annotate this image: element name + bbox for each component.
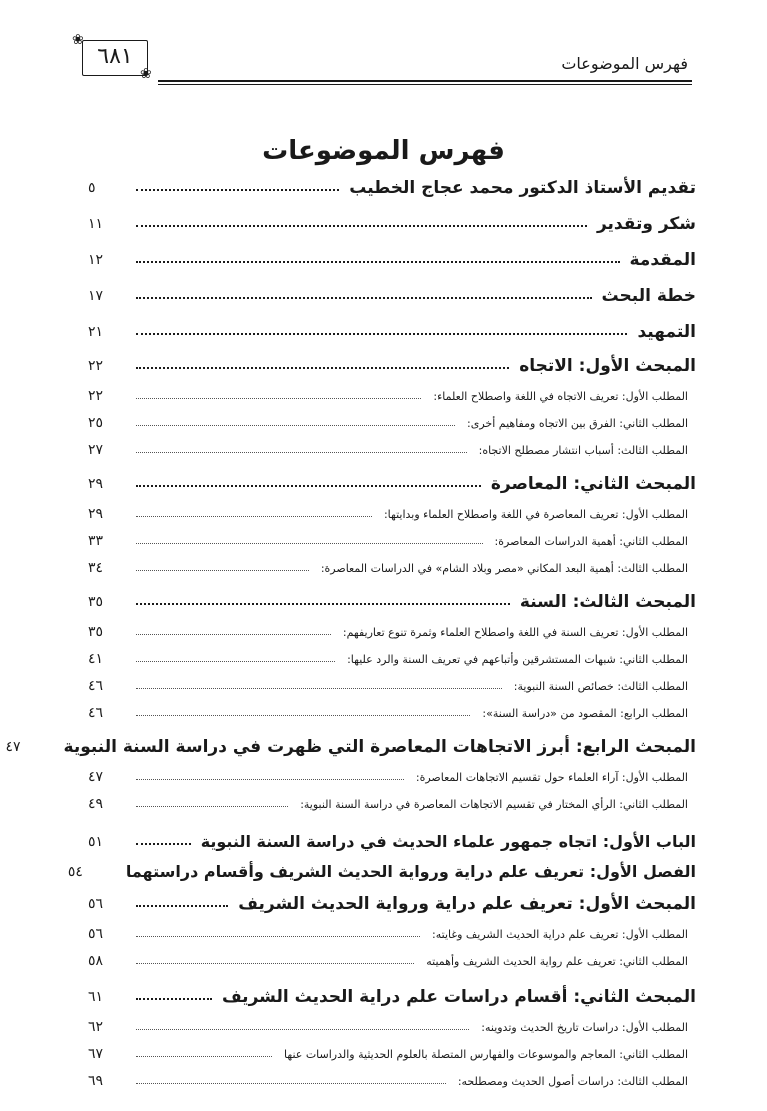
toc-entry-page: ٢٢ [88, 388, 104, 404]
toc-entry-text: المطلب الأول: تعريف المعاصرة في اللغة واصطلاح العلماء وبدايتها: [383, 507, 688, 521]
toc-entry-page: ٢٧ [88, 442, 104, 458]
toc-entry[interactable] [88, 926, 696, 942]
toc-entry-text: المطلب الأول: دراسات تاريخ الحديث وتدوينه: [481, 1020, 688, 1034]
toc-entry-text: المطلب الأول: آراء العلماء حول تقسيم الاتجاهات المعاصرة: [415, 770, 688, 784]
leader-dots [136, 543, 483, 544]
toc-entry-text: المطلب الثاني: شبهات المستشرقين وأتباعهم في تعريف السنة والرد عليها: [347, 652, 688, 666]
leader-dots [136, 603, 510, 605]
leader-dots [136, 516, 372, 517]
toc-entry-text: خطة البحث [601, 286, 696, 306]
toc-entry-page: ٤٦ [88, 678, 104, 694]
running-title: فهرس الموضوعات [561, 54, 688, 73]
leader-dots [136, 297, 592, 299]
toc-entry[interactable] [88, 987, 696, 1007]
toc-entry-page: ٤٩ [88, 796, 104, 812]
toc-entry[interactable] [88, 533, 696, 549]
toc-entry[interactable] [88, 286, 696, 306]
toc-entry-page: ٤١ [88, 651, 104, 667]
toc-entry-text: المطلب الثالث: خصائص السنة النبوية: [513, 679, 688, 693]
toc-entry-text: المطلب الأول: تعريف السنة في اللغة واصطلاح العلماء وثمرة تنوع تعاريفهم: [342, 625, 688, 639]
leader-dots [136, 963, 414, 964]
leader-dots [136, 398, 421, 399]
toc-entry-page: ٦١ [88, 989, 104, 1005]
leader-dots [136, 998, 212, 1000]
toc-entry-page: ١٢ [88, 252, 104, 268]
toc-entry-page: ٥٦ [88, 896, 104, 912]
leader-dots [136, 715, 470, 716]
toc-entry-text: الفصل الأول: تعريف علم دراية ورواية الحديث الشريف وأقسام دراستهما [125, 862, 696, 881]
leader-dots [136, 452, 467, 453]
toc-entry-page: ٤٧ [88, 769, 104, 785]
toc-entry-page: ٦٧ [88, 1046, 104, 1062]
toc-entry-page: ٥١ [88, 833, 104, 850]
toc-entry[interactable] [88, 415, 696, 431]
toc-entry-text: المطلب الثالث: أسباب انتشار مصطلح الاتجاه: [478, 443, 688, 457]
toc-entry-text: التمهيد [637, 322, 696, 342]
toc-entry[interactable] [88, 322, 696, 342]
toc-entry-text: المبحث الرابع: أبرز الاتجاهات المعاصرة التي ظهرت في دراسة السنة النبوية [63, 737, 696, 757]
header-rule [158, 84, 692, 85]
leader-dots [136, 779, 404, 780]
toc-entry-page: ٥٤ [67, 863, 83, 880]
toc-entry-page: ٥٦ [88, 926, 104, 942]
toc-entry-text: المبحث الأول: تعريف علم دراية ورواية الحديث الشريف [238, 894, 696, 914]
leader-dots [136, 485, 481, 487]
toc-entry-text: شكر وتقدير [596, 214, 696, 234]
toc-entry-page: ٤٦ [88, 705, 104, 721]
toc-entry-text: المطلب الثالث: دراسات أصول الحديث ومصطلحه: [457, 1074, 688, 1088]
leader-dots [136, 261, 620, 263]
toc-entry-text: المبحث الثاني: المعاصرة [490, 474, 696, 494]
toc-entry-text: المطلب الأول: تعريف علم دراية الحديث الشريف وغايته: [432, 927, 688, 941]
toc-entry-page: ٣٥ [88, 594, 104, 610]
toc-entry-page: ٥٨ [88, 953, 104, 969]
header-rule [158, 80, 692, 82]
leader-dots [136, 189, 339, 191]
leader-dots [136, 661, 335, 662]
leader-dots [136, 425, 455, 426]
toc-entry-page: ٣٤ [88, 560, 104, 576]
toc-entry-page: ٣٥ [88, 624, 104, 640]
toc-entry-text: المبحث الثاني: أقسام دراسات علم دراية الحديث الشريف [221, 987, 696, 1007]
toc-entry[interactable] [88, 356, 696, 376]
leader-dots [136, 570, 309, 571]
toc-entry-page: ٢٢ [88, 358, 104, 374]
leader-dots [136, 843, 191, 845]
toc-entry-text: المطلب الثاني: المعاجم والموسوعات والفهارس المتصلة بالعلوم الحديثية والدراسات عنها [284, 1047, 688, 1061]
leader-dots [136, 225, 587, 227]
toc-entry[interactable] [88, 388, 696, 404]
toc-entry[interactable] [88, 651, 696, 667]
toc-entry-page: ٦٢ [88, 1019, 104, 1035]
toc-entry[interactable] [88, 953, 696, 969]
leader-dots [136, 1083, 446, 1084]
toc-entry-page: ٢٩ [88, 506, 104, 522]
toc-entry-text: المطلب الثاني: تعريف علم رواية الحديث الشريف وأهميته [426, 954, 688, 968]
leader-dots [136, 806, 288, 807]
toc-entry-text: تقديم الأستاذ الدكتور محمد عجاج الخطيب [349, 178, 696, 198]
toc-entry[interactable] [5, 737, 696, 757]
toc-entry[interactable] [88, 178, 696, 198]
leader-dots [136, 333, 627, 335]
leader-dots [136, 1056, 272, 1057]
toc-entry[interactable] [67, 862, 696, 881]
toc-entry[interactable] [88, 442, 696, 458]
leader-dots [136, 1029, 469, 1030]
leader-dots [136, 905, 228, 907]
toc-entry-text: المطلب الثاني: الفرق بين الاتجاه ومفاهيم أخرى: [467, 416, 688, 430]
toc-entry-page: ٤٧ [5, 739, 21, 755]
toc-entry[interactable] [88, 832, 696, 851]
toc-entry-text: المطلب الثالث: أهمية البعد المكاني «مصر وبلاد الشام» في الدراسات المعاصرة: [320, 561, 688, 575]
toc-entry[interactable] [88, 796, 696, 812]
toc-entry-page: ٣٣ [88, 533, 104, 549]
toc-entry[interactable] [88, 1019, 696, 1035]
toc-entry[interactable] [88, 592, 696, 612]
toc-entry[interactable] [88, 214, 696, 234]
toc-entry[interactable] [88, 474, 696, 494]
toc-entry-text: المبحث الأول: الاتجاه [519, 356, 696, 376]
toc-entry-text: المطلب الثاني: الرأي المختار في تقسيم الاتجاهات المعاصرة في دراسة السنة النبوية: [300, 797, 688, 811]
toc-entry[interactable] [88, 506, 696, 522]
toc-entry-page: ١٧ [88, 288, 104, 304]
toc-entry[interactable] [88, 1073, 696, 1089]
toc-entry[interactable] [88, 250, 696, 270]
toc-entry-page: ٢٥ [88, 415, 104, 431]
toc-entry[interactable] [88, 894, 696, 914]
leader-dots [136, 367, 509, 369]
toc-entry-page: ٦٩ [88, 1073, 104, 1089]
toc-entry[interactable] [88, 705, 696, 721]
toc-entry-page: ٢١ [88, 324, 104, 340]
toc-entry-text: المقدمة [629, 250, 696, 270]
toc-entry-text: المطلب الثاني: أهمية الدراسات المعاصرة: [494, 534, 688, 548]
toc-entry[interactable] [88, 624, 696, 640]
toc-entry-text: الباب الأول: اتجاه جمهور علماء الحديث في دراسة السنة النبوية [200, 832, 696, 851]
leader-dots [136, 634, 331, 635]
toc-entry-text: المطلب الرابع: المقصود من «دراسة السنة»: [482, 706, 688, 720]
toc-entry-text: المطلب الأول: تعريف الاتجاه في اللغة واصطلاح العلماء: [433, 389, 688, 403]
toc-entry-page: ٥ [88, 180, 96, 196]
toc-entry[interactable] [88, 560, 696, 576]
floral-ornament-icon: ❀ [72, 32, 84, 48]
toc-entry[interactable] [88, 769, 696, 785]
toc-entry-page: ٢٩ [88, 476, 104, 492]
page-number: ٦٨١ [82, 40, 148, 76]
leader-dots [136, 688, 502, 689]
floral-ornament-icon: ❀ [140, 66, 152, 82]
toc-title: فهرس الموضوعات [262, 136, 505, 166]
page-header [68, 32, 692, 88]
leader-dots [136, 936, 420, 937]
toc-entry[interactable] [88, 678, 696, 694]
toc-entry-text: المبحث الثالث: السنة [519, 592, 696, 612]
toc-entry-page: ١١ [88, 216, 104, 232]
toc-entry[interactable] [88, 1046, 696, 1062]
